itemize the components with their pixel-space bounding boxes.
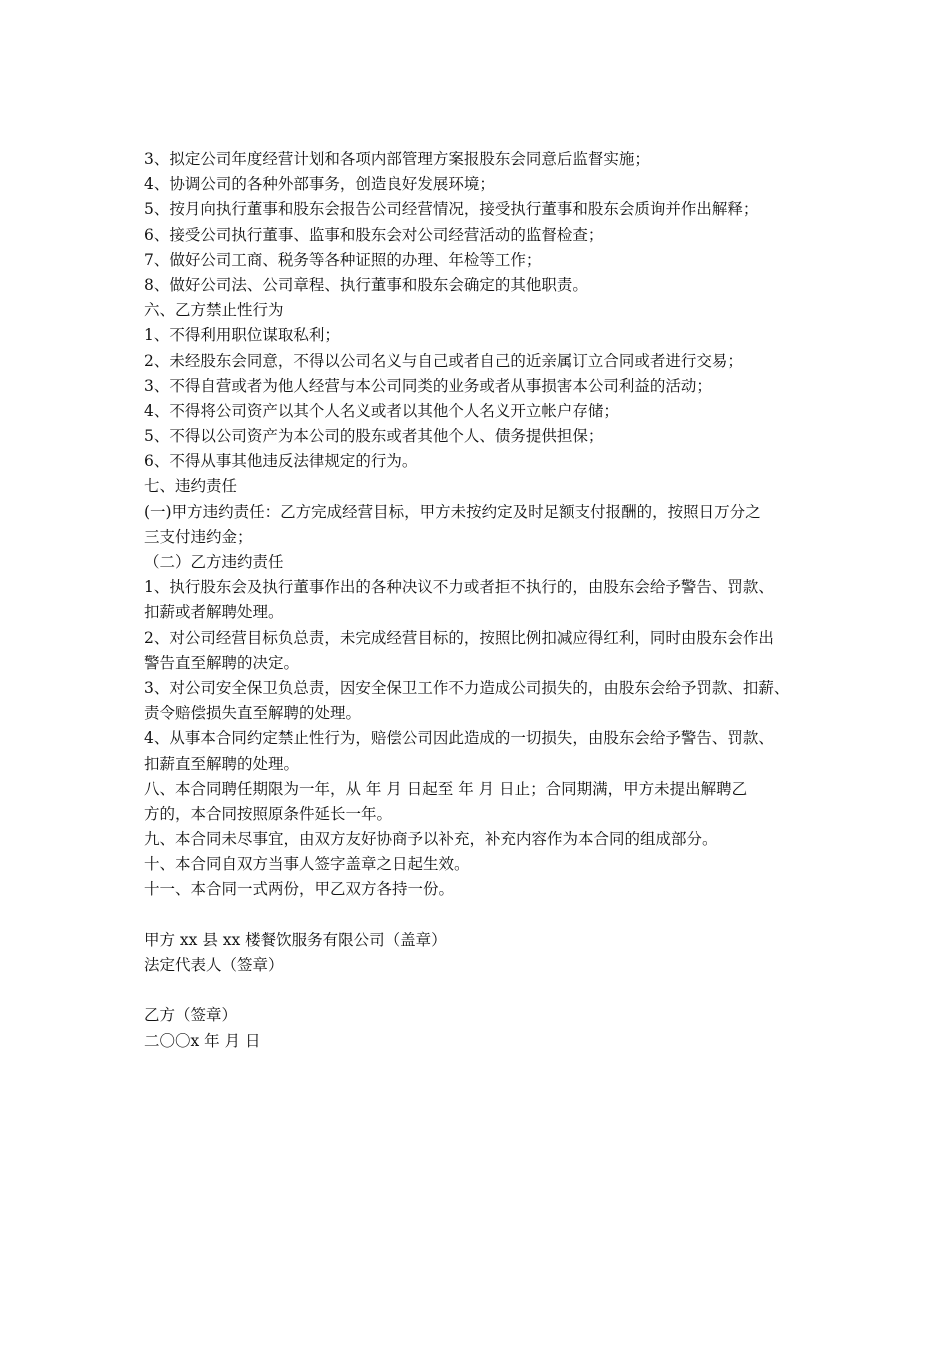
clause-line: 6、不得从事其他违反法律规定的行为。 bbox=[144, 452, 418, 471]
clause-line: 3、不得自营或者为他人经营与本公司同类的业务或者从事损害本公司利益的活动； bbox=[144, 376, 712, 395]
clause-line: 方的，本合同按照原条件延长一年。 bbox=[144, 804, 393, 823]
clause-line: 6、接受公司执行董事、监事和股东会对公司经营活动的监督检查； bbox=[144, 225, 604, 244]
section-heading: 七、违约责任 bbox=[144, 477, 238, 496]
clause-line: 十一、本合同一式两份，甲乙双方各持一份。 bbox=[144, 880, 455, 899]
section-heading: 六、乙方禁止性行为 bbox=[144, 301, 284, 320]
clause-line: 5、不得以公司资产为本公司的股东或者其他个人、债务提供担保； bbox=[144, 427, 604, 446]
clause-line: 1、执行股东会及执行董事作出的各种决议不力或者拒不执行的，由股东会给予警告、罚款、 bbox=[144, 578, 774, 597]
clause-line: 九、本合同未尽事宜，由双方友好协商予以补充，补充内容作为本合同的组成部分。 bbox=[144, 830, 718, 849]
clause-line: 2、未经股东会同意，不得以公司名义与自己或者自己的近亲属订立合同或者进行交易； bbox=[144, 351, 743, 370]
clause-line: 4、从事本合同约定禁止性行为，赔偿公司因此造成的一切损失，由股东会给予警告、罚款、 bbox=[144, 729, 774, 748]
subsection-heading: （二）乙方违约责任 bbox=[144, 553, 284, 571]
document-body bbox=[144, 147, 814, 1054]
party-b-signature: 乙方（签章） bbox=[144, 1006, 238, 1025]
clause-line: 3、拟定公司年度经营计划和各项内部管理方案报股东会同意后监督实施； bbox=[144, 150, 650, 168]
clause-line: 8、做好公司法、公司章程、执行董事和股东会确定的其他职责。 bbox=[144, 275, 588, 294]
clause-line: 警告直至解聘的决定。 bbox=[144, 653, 300, 672]
spacer bbox=[144, 978, 814, 1003]
clause-line: 3、对公司安全保卫负总责，因安全保卫工作不力造成公司损失的，由股东会给予罚款、扣薪、 bbox=[144, 678, 790, 697]
clause-line: 7、做好公司工商、税务等各种证照的办理、年检等工作； bbox=[144, 250, 542, 269]
signature-date: 二〇〇x 年 月 日 bbox=[144, 1031, 261, 1050]
clause-line: 八、本合同聘任期限为一年，从 年 月 日起至 年 月 日止；合同期满，甲方未提出解聘乙 bbox=[144, 779, 748, 798]
clause-line: 三支付违约金； bbox=[144, 527, 253, 546]
clause-line: (一)甲方违约责任：乙方完成经营目标，甲方未按约定及时足额支付报酬的，按照日万分之 bbox=[144, 502, 761, 521]
legal-representative-signature: 法定代表人（签章） bbox=[144, 956, 284, 974]
clause-line: 4、协调公司的各种外部事务，创造良好发展环境； bbox=[144, 175, 495, 194]
spacer bbox=[144, 903, 814, 928]
clause-line: 4、不得将公司资产以其个人名义或者以其他个人名义开立帐户存储； bbox=[144, 401, 619, 420]
clause-line: 2、对公司经营目标负总责，未完成经营目标的，按照比例扣减应得红利，同时由股东会作出 bbox=[144, 628, 774, 647]
clause-line: 扣薪或者解聘处理。 bbox=[144, 603, 284, 622]
clause-line: 扣薪直至解聘的处理。 bbox=[144, 754, 300, 773]
clause-line: 5、按月向执行董事和股东会报告公司经营情况，接受执行董事和股东会质询并作出解释； bbox=[144, 200, 759, 219]
clause-line: 1、不得利用职位谋取私利； bbox=[144, 326, 340, 345]
party-a-signature: 甲方 xx 县 xx 楼餐饮服务有限公司（盖章） bbox=[144, 930, 447, 949]
clause-line: 十、本合同自双方当事人签字盖章之日起生效。 bbox=[144, 855, 470, 874]
clause-line: 责令赔偿损失直至解聘的处理。 bbox=[144, 704, 362, 723]
